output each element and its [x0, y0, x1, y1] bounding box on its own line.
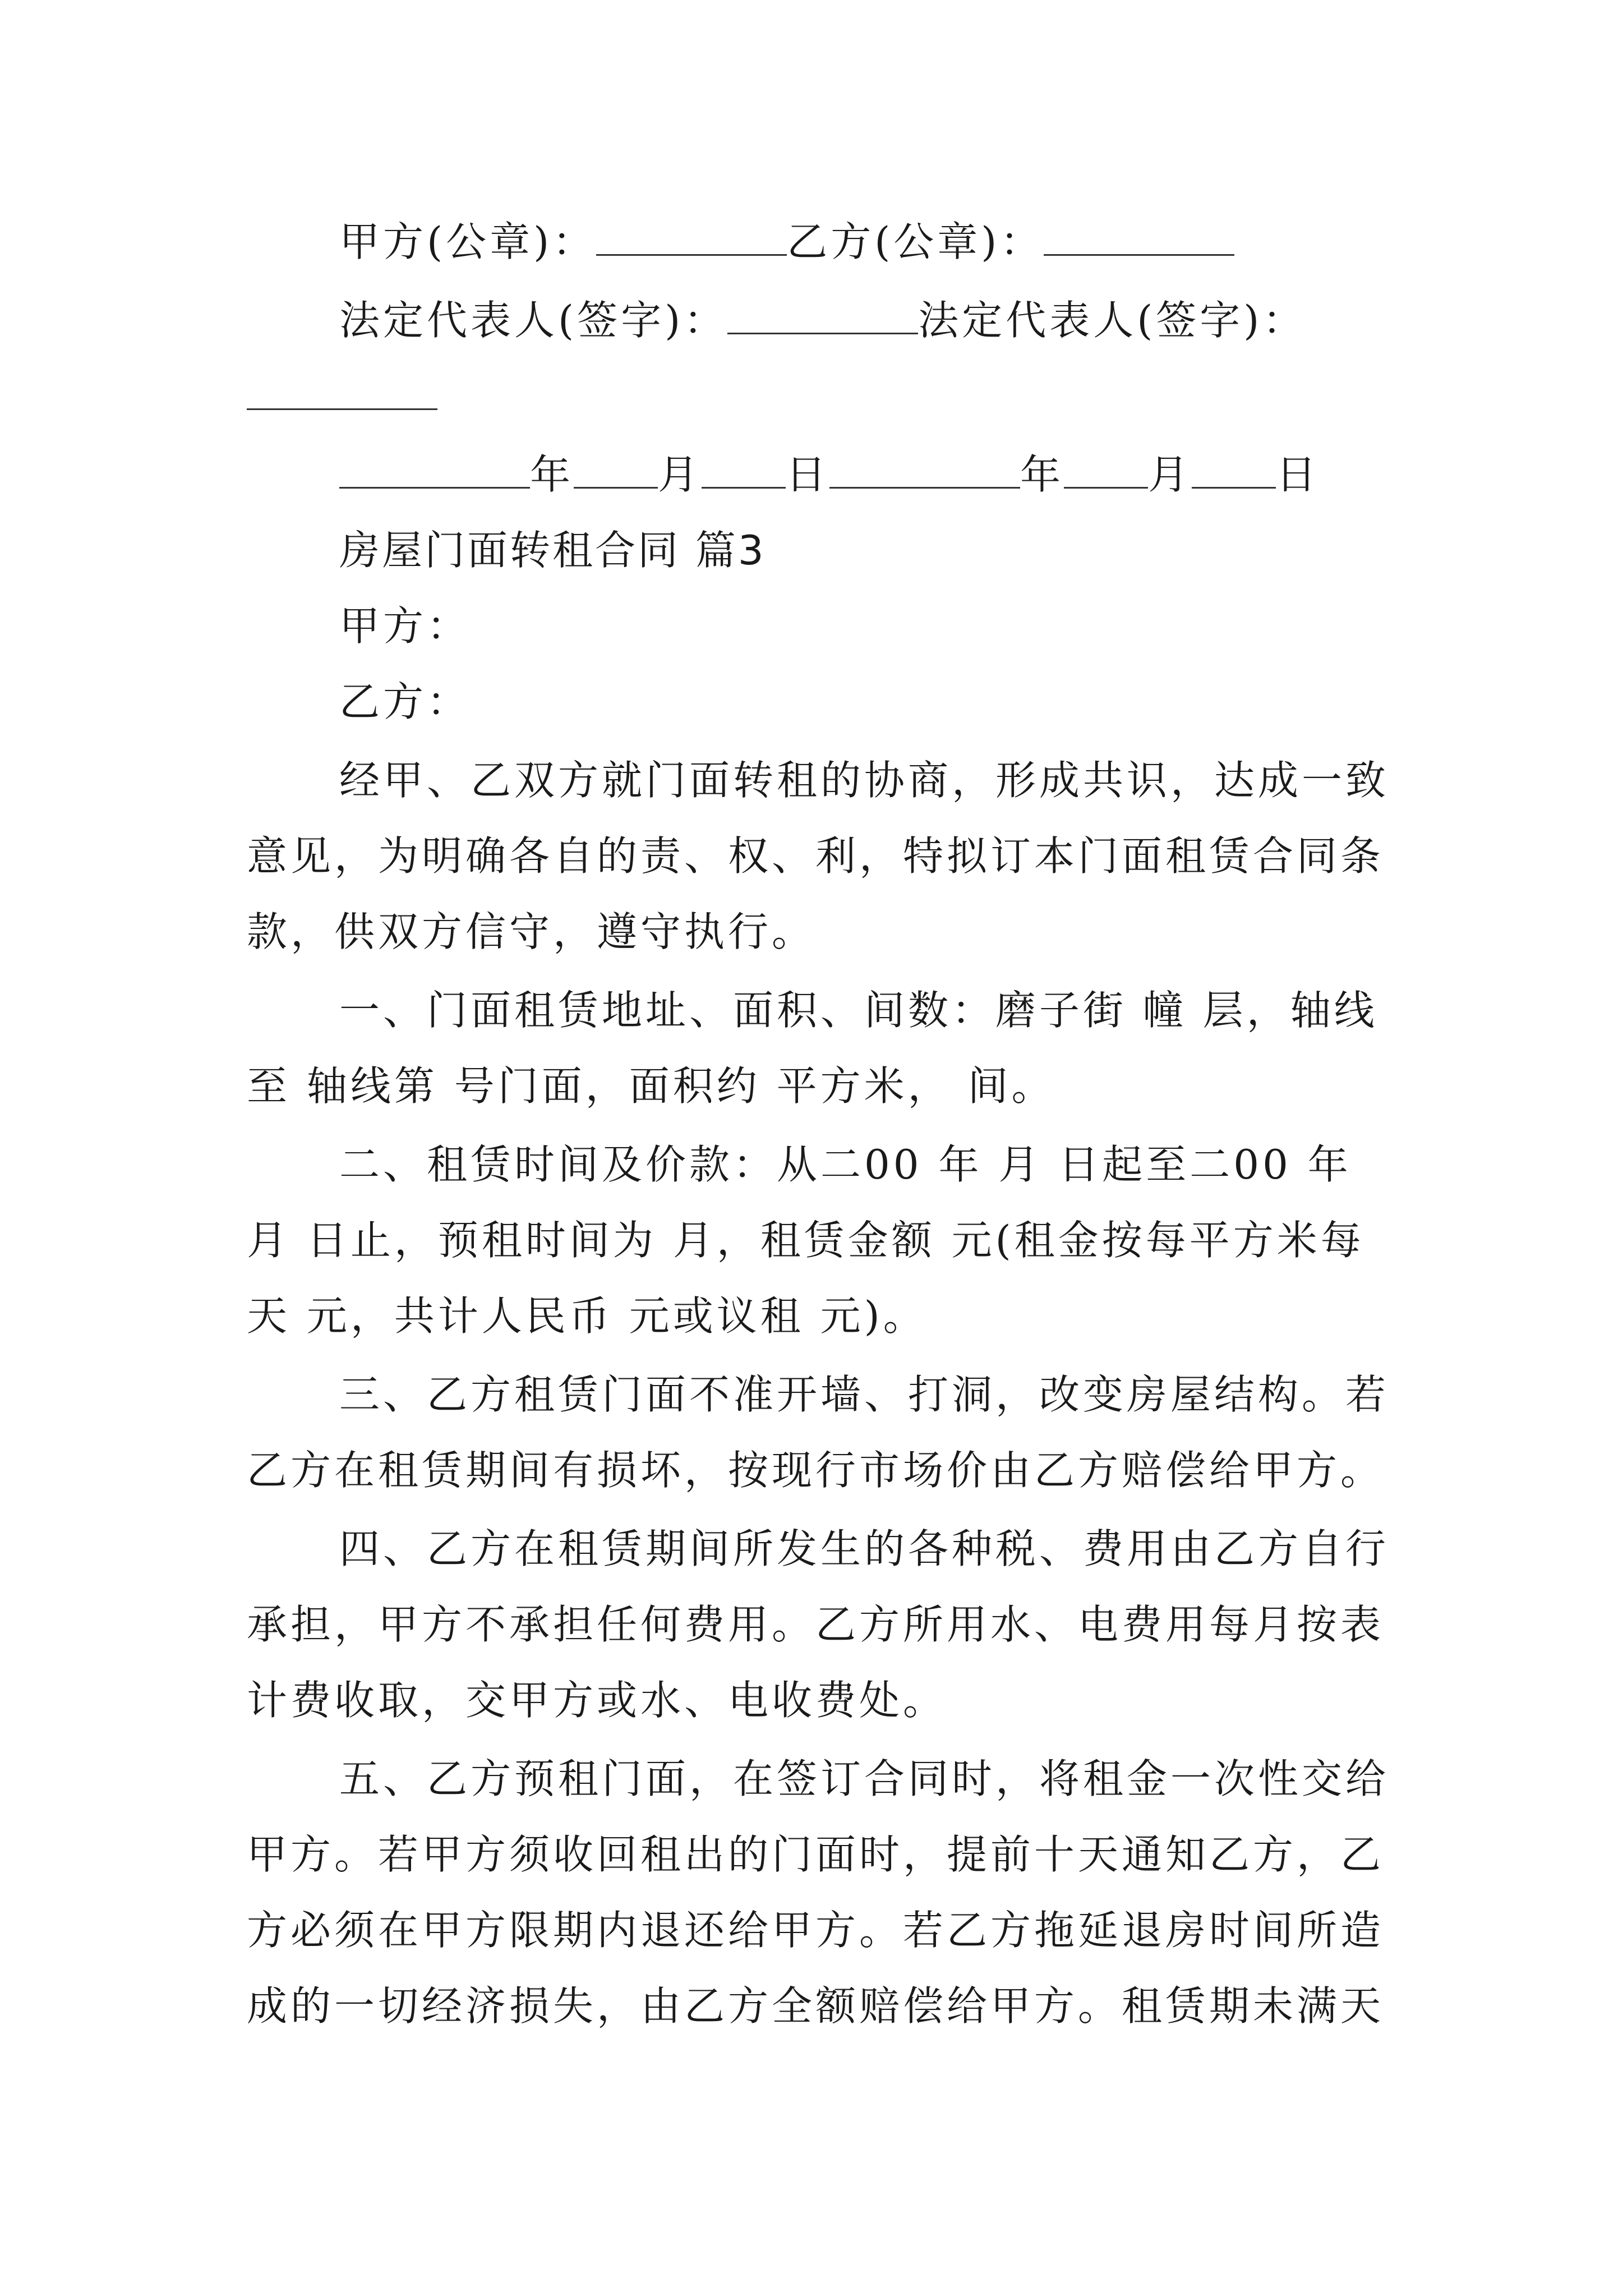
body-line: 五、乙方预租门面，在签订合同时，将租金一次性交给	[339, 1755, 1390, 1802]
party-b-seal-label: 乙方(公章)：	[787, 218, 1044, 265]
body-line: 至 轴线第 号门面，面积约 平方米， 间。	[247, 1062, 1055, 1110]
date-month-a-blank	[574, 453, 658, 489]
section-title: 房屋门面转租合同 篇3	[339, 527, 766, 574]
date-day-a-blank	[702, 453, 786, 489]
body-line: 一、门面租赁地址、面积、间数：磨子街 幢 层，轴线	[339, 987, 1378, 1034]
date-year-b-label: 年	[1020, 451, 1064, 498]
legal-rep-b-blank	[247, 375, 437, 410]
party-a-label: 甲方：	[339, 602, 471, 650]
body-line: 经甲、乙双方就门面转租的协商，形成共识，达成一致	[339, 757, 1390, 804]
body-line: 甲方。若甲方须收回租出的门面时，提前十天通知乙方，乙	[247, 1831, 1385, 1878]
body-line: 意见，为明确各自的责、权、利，特拟订本门面租赁合同条	[247, 832, 1385, 880]
party-a-seal-blank	[596, 220, 787, 256]
body-line: 乙方在租赁期间有损坏，按现行市场价由乙方赔偿给甲方。	[247, 1447, 1385, 1494]
date-year-a-label: 年	[530, 451, 574, 498]
party-b-label: 乙方：	[339, 678, 471, 725]
legal-rep-b-label: 法定代表人(签字)：	[918, 297, 1307, 344]
body-line: 天 元，共计人民币 元或议租 元)。	[247, 1292, 927, 1340]
date-month-b-label: 月	[1148, 451, 1192, 498]
legal-rep-line	[339, 295, 1306, 346]
body-line: 承担，甲方不承担任何费用。乙方所用水、电费用每月按表	[247, 1601, 1385, 1648]
party-b-seal-blank	[1044, 220, 1234, 256]
date-day-b-blank	[1192, 453, 1276, 489]
party-a-seal-label: 甲方(公章)：	[339, 218, 597, 265]
date-day-a-label: 日	[786, 451, 830, 498]
body-line: 成的一切经济损失，由乙方全额赔偿给甲方。租赁期未满天	[247, 1982, 1385, 2030]
date-month-a-label: 月	[658, 451, 702, 498]
body-line: 款，供双方信守，遵守执行。	[247, 908, 816, 955]
date-year-a-blank	[339, 453, 530, 489]
body-line: 四、乙方在租赁期间所发生的各种税、费用由乙方自行	[339, 1525, 1390, 1572]
date-day-b-label: 日	[1276, 451, 1320, 498]
body-line: 方必须在甲方限期内退还给甲方。若乙方拖延退房时间所造	[247, 1907, 1385, 1954]
body-line: 二、租赁时间及价款：从二00 年 月 日起至二00 年	[339, 1141, 1352, 1188]
body-line: 三、乙方租赁门面不准开墙、打洞，改变房屋结构。若	[339, 1371, 1390, 1418]
legal-rep-a-blank	[727, 299, 918, 334]
legal-rep-b-blank-line	[247, 370, 437, 422]
body-line: 月 日止，预租时间为 月，租赁金额 元(租金按每平方米每	[247, 1217, 1364, 1264]
date-month-b-blank	[1064, 453, 1148, 489]
body-line: 计费收取，交甲方或水、电收费处。	[247, 1677, 947, 1724]
seal-line	[339, 216, 1234, 268]
date-year-b-blank	[829, 453, 1020, 489]
legal-rep-a-label: 法定代表人(签字)：	[339, 297, 728, 344]
date-line	[339, 449, 1320, 500]
